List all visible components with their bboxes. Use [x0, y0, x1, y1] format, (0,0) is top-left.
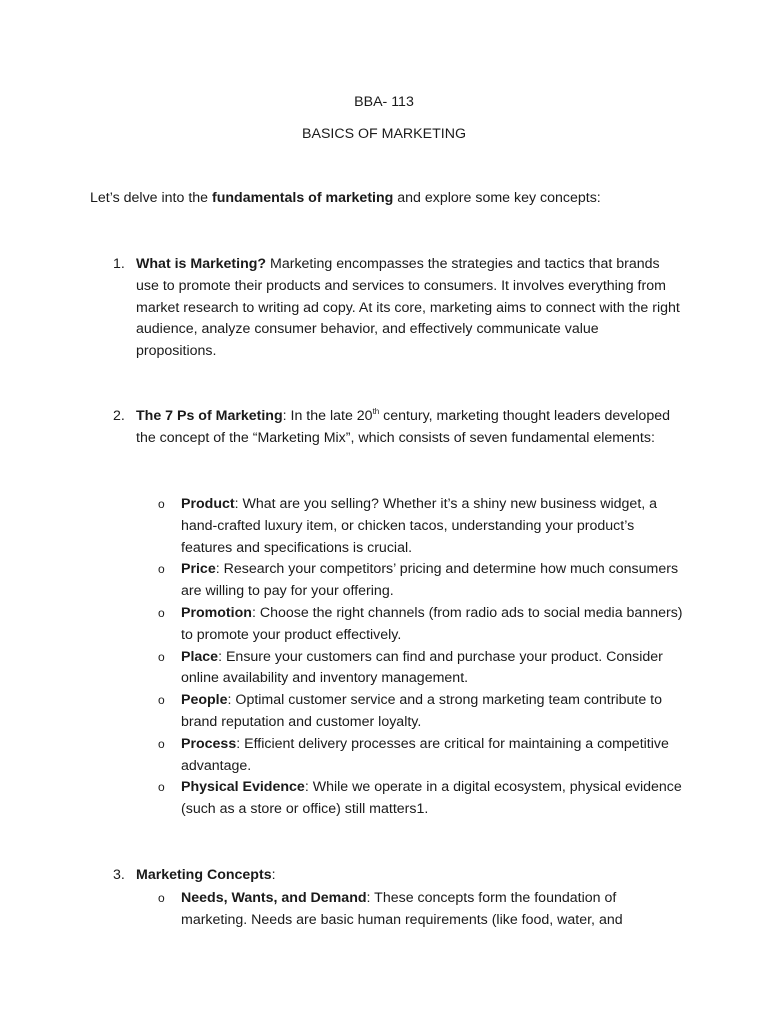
bullet-icon: o [158, 649, 165, 664]
section-text: Marketing encompasses the strategies and tactics that brands use to promote their products and services to consumers. It involves everything from market research to writing ad copy. At its core, marketing aims to connect with the right audience, analyze consumer behavior, and effectively communicate value propositions. [136, 256, 680, 360]
intro-text-before: Let’s delve into the [90, 190, 212, 206]
list-item-term: Price [181, 561, 216, 578]
list-item-product [158, 494, 683, 559]
list-item-text: : These concepts form the foundation of marketing. Needs are basic human requirements (like food, water, and [181, 890, 623, 928]
list-item-text: : Optimal customer service and a strong marketing team contribute to brand reputation and customer loyalty. [181, 692, 663, 730]
bullet-icon: o [158, 736, 165, 751]
list-item-text: : Efficient delivery processes are critical for maintaining a competitive advantage. [181, 735, 669, 774]
superscript-th: th [372, 407, 380, 416]
section-number: 2. [113, 408, 125, 424]
list-item-term: Product [181, 496, 235, 512]
section-title: The 7 Ps of Marketing [136, 408, 283, 424]
section-body [136, 254, 683, 363]
course-title: BASICS OF MARKETING [302, 126, 466, 142]
list-item-term: Process [181, 735, 237, 752]
list-item-process [158, 734, 683, 778]
list-item-text: : Ensure your customers can find and purchase your product. Consider online availability and inventory management. [181, 648, 663, 687]
section-number: 1. [113, 256, 125, 272]
intro-bold-text: fundamentals of marketing [212, 190, 394, 206]
list-item-term: People [181, 692, 228, 709]
seven-ps-list [158, 494, 683, 821]
section-what-is-marketing [113, 254, 683, 363]
section-number: 3. [113, 867, 125, 883]
list-item-term: Physical Evidence [181, 779, 305, 796]
list-item-term: Place [181, 648, 219, 665]
section-title: What is Marketing? [136, 256, 267, 272]
list-item-promotion [158, 603, 683, 647]
marketing-concepts-list [158, 888, 683, 932]
list-item-people [158, 690, 683, 734]
bullet-icon: o [158, 891, 165, 905]
section-text: : In the late 20 [282, 408, 373, 424]
bullet-icon: o [158, 780, 165, 795]
list-item-term: Promotion [181, 604, 252, 621]
list-item-text: : While we operate in a digital ecosystem, physical evidence (such as a store or office) still matters1. [181, 779, 682, 818]
section-7ps [113, 406, 683, 450]
section-body [136, 406, 683, 450]
list-item-text: : Choose the right channels (from radio ads to social media banners) to promote your product effectively. [181, 604, 683, 643]
intro-paragraph [90, 188, 690, 210]
list-item-text: : What are you selling? Whether it’s a shiny new business widget, a hand-crafted luxury item, or chicken tacos, understanding your product’s features and specifications is crucial. [181, 496, 658, 556]
section-text: : [271, 867, 276, 883]
bullet-icon: o [158, 693, 165, 708]
list-item-place [158, 647, 683, 691]
list-item-price [158, 559, 683, 603]
intro-text-after: and explore some key concepts: [393, 190, 601, 206]
course-code: BBA- 113 [354, 94, 414, 110]
section-body [136, 865, 683, 887]
list-item-needs-wants-demand [158, 888, 683, 932]
list-item-term: Needs, Wants, and Demand [181, 890, 367, 906]
bullet-icon: o [158, 562, 165, 577]
bullet-icon: o [158, 605, 165, 620]
bullet-icon: o [158, 497, 165, 511]
list-item-text: : Research your competitors’ pricing and determine how much consumers are willing to pay for your offering. [181, 561, 679, 600]
list-item-physical-evidence [158, 777, 683, 821]
section-text-continued: century, marketing thought leaders developed the concept of the “Marketing Mix”, which consists of seven fundamental elements: [136, 408, 670, 446]
section-marketing-concepts [113, 865, 683, 887]
section-title: Marketing Concepts [136, 867, 272, 883]
